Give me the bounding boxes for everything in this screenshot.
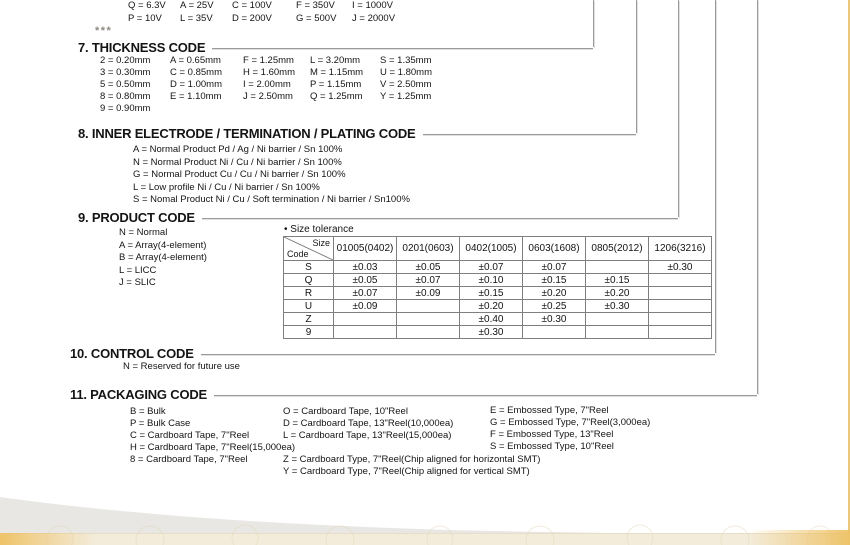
size-tolerance-caption: • Size tolerance [284, 224, 354, 235]
code-entry: C = Cardboard Tape, 7"Reel [130, 430, 250, 441]
product-code-list [119, 227, 207, 290]
code-entry: F = 1.25mm [243, 55, 294, 66]
voltage-code: L = 35V [180, 13, 213, 24]
table-cell [397, 326, 460, 339]
leader-line-control [715, 0, 716, 353]
control-code-list [123, 361, 240, 373]
table-cell [649, 300, 712, 313]
code-row [100, 103, 432, 115]
code-entry: A = 0.65mm [170, 55, 221, 66]
table-cell [586, 261, 649, 274]
code-entry: N = Normal [119, 227, 168, 238]
code-entry: 3 = 0.30mm [100, 67, 151, 78]
section-header-control [70, 346, 715, 361]
code-entry: L = Cardboard Tape, 13"Reel(15,000ea) [283, 430, 452, 441]
code-entry: 2 = 0.20mm [100, 55, 151, 66]
row-code: U [284, 300, 334, 313]
code-entry: 9 = 0.90mm [100, 103, 151, 114]
code-entry: S = 1.35mm [380, 55, 432, 66]
table-cell: ±0.40 [460, 313, 523, 326]
table-cell: ±0.15 [586, 274, 649, 287]
leader-line-thickness [593, 0, 594, 47]
code-entry: J = 2.50mm [243, 91, 293, 102]
code-entry: C = 0.85mm [170, 67, 223, 78]
thickness-code-grid [100, 55, 432, 115]
code-entry: 8 = 0.80mm [100, 91, 151, 102]
bottom-decoration [0, 493, 850, 545]
leader-line-packaging [757, 0, 758, 394]
code-entry: G = Embossed Type, 7"Reel(3,000ea) [490, 417, 651, 428]
voltage-code: A = 25V [180, 0, 214, 11]
packaging-notes [283, 454, 540, 478]
table-row [284, 300, 712, 313]
table-cell: ±0.15 [460, 287, 523, 300]
table-cell [649, 326, 712, 339]
corner-label-code: Code [287, 249, 309, 259]
code-entry: Y = Cardboard Type, 7"Reel(Chip aligned for vertical SMT) [283, 466, 530, 477]
section-header-plating [78, 126, 636, 141]
table-cell [334, 313, 397, 326]
table-row [284, 313, 712, 326]
table-cell: ±0.03 [334, 261, 397, 274]
table-cell: ±0.05 [397, 261, 460, 274]
section-header-product [78, 210, 678, 225]
code-entry: V = 2.50mm [380, 79, 432, 90]
code-entry: L = 3.20mm [310, 55, 361, 66]
code-entry: G = Normal Product Cu / Cu / Ni barrier / Sn 100% [133, 169, 346, 180]
column-header: 0603(1608) [523, 237, 586, 261]
section-rule [423, 134, 636, 135]
code-row [100, 79, 432, 91]
section-rule [214, 395, 757, 396]
size-tolerance-table [283, 236, 712, 339]
leader-line-plating [636, 0, 637, 133]
voltage-code: F = 350V [296, 0, 335, 11]
table-header-row [284, 237, 712, 261]
table-cell: ±0.30 [649, 261, 712, 274]
section-title: 9. PRODUCT CODE [78, 210, 195, 225]
code-entry: Y = 1.25mm [380, 91, 432, 102]
code-entry: U = 1.80mm [380, 67, 433, 78]
code-entry: 8 = Cardboard Tape, 7"Reel [130, 454, 248, 465]
code-entry: B = Bulk [130, 406, 166, 417]
table-cell: ±0.09 [397, 287, 460, 300]
packaging-col3 [490, 405, 650, 453]
row-code: 9 [284, 326, 334, 339]
column-header: 0805(2012) [586, 237, 649, 261]
code-entry: A = Array(4-element) [119, 239, 207, 251]
code-entry: P = 1.15mm [310, 79, 362, 90]
table-row [284, 287, 712, 300]
packaging-col1 [130, 406, 295, 466]
table-corner-cell [284, 237, 334, 261]
table-cell: ±0.20 [460, 300, 523, 313]
voltage-code: Q = 6.3V [128, 0, 166, 11]
table-cell: ±0.20 [523, 287, 586, 300]
voltage-code-row [128, 0, 393, 12]
table-cell: ±0.10 [460, 274, 523, 287]
table-cell [586, 313, 649, 326]
code-entry: N = Normal Product Ni / Cu / Ni barrier / Sn 100% [133, 156, 342, 168]
section-rule [201, 354, 715, 355]
column-header: 1206(3216) [649, 237, 712, 261]
section-header-packaging [70, 387, 757, 402]
code-entry: Z = Cardboard Type, 7"Reel(Chip aligned for horizontal SMT) [283, 454, 541, 465]
table-cell: ±0.07 [397, 274, 460, 287]
table-cell [649, 274, 712, 287]
table-cell [523, 326, 586, 339]
table-cell: ±0.05 [334, 274, 397, 287]
code-entry: E = 1.10mm [170, 91, 222, 102]
code-entry: D = Cardboard Tape, 13"Reel(10,000ea) [283, 418, 454, 429]
voltage-code: I = 1000V [352, 0, 393, 11]
plating-code-list [133, 144, 410, 207]
section-title: 11. PACKAGING CODE [70, 387, 208, 402]
code-entry: Q = 1.25mm [310, 91, 363, 102]
code-entry: J = SLIC [119, 277, 156, 289]
code-row [100, 91, 432, 103]
table-cell [334, 326, 397, 339]
table-cell: ±0.30 [586, 300, 649, 313]
footnote-marker: *** [95, 25, 113, 37]
gold-corner-left [0, 533, 95, 545]
row-code: Q [284, 274, 334, 287]
table-cell: ±0.09 [334, 300, 397, 313]
voltage-code: P = 10V [128, 13, 162, 24]
voltage-code: G = 500V [296, 13, 337, 24]
code-entry: S = Nomal Product Ni / Cu / Soft termination / Ni barrier / Sn100% [133, 194, 410, 205]
section-title: 10. CONTROL CODE [70, 346, 194, 361]
table-cell: ±0.25 [523, 300, 586, 313]
code-row [100, 67, 432, 79]
corner-label-size: Size [312, 238, 330, 248]
code-entry: E = Embossed Type, 7"Reel [490, 405, 609, 416]
section-title: 8. INNER ELECTRODE / TERMINATION / PLATING CODE [78, 126, 416, 141]
table-cell: ±0.20 [586, 287, 649, 300]
code-entry: N = Reserved for future use [123, 361, 240, 372]
leader-line-product [678, 0, 679, 217]
code-entry: S = Embossed Type, 10"Reel [490, 441, 614, 452]
table-cell [649, 313, 712, 326]
code-entry: 5 = 0.50mm [100, 79, 151, 90]
code-row [100, 55, 432, 67]
column-header: 0201(0603) [397, 237, 460, 261]
code-entry: B = Array(4-element) [119, 252, 207, 264]
voltage-code: J = 2000V [352, 13, 396, 24]
row-code: S [284, 261, 334, 274]
voltage-code-row [128, 13, 395, 25]
code-entry: F = Embossed Type, 13"Reel [490, 429, 614, 440]
table-cell: ±0.15 [523, 274, 586, 287]
table-cell [397, 300, 460, 313]
code-entry: H = Cardboard Tape, 7"Reel(15,000ea) [130, 442, 296, 453]
table-cell: ±0.07 [523, 261, 586, 274]
column-header: 0402(1005) [460, 237, 523, 261]
code-entry: A = Normal Product Pd / Ag / Ni barrier / Sn 100% [133, 144, 343, 155]
code-entry: L = LICC [119, 264, 157, 276]
section-title: 7. THICKNESS CODE [78, 40, 206, 55]
table-cell: ±0.30 [460, 326, 523, 339]
row-code: R [284, 287, 334, 300]
voltage-code: D = 200V [232, 13, 272, 24]
section-header-thickness [78, 40, 593, 55]
table-row [284, 326, 712, 339]
code-entry: I = 2.00mm [243, 79, 291, 90]
table-cell: ±0.30 [523, 313, 586, 326]
code-entry: H = 1.60mm [243, 67, 296, 78]
code-entry: D = 1.00mm [170, 79, 223, 90]
code-entry: L = Low profile Ni / Cu / Ni barrier / Sn 100% [133, 181, 320, 193]
table-row [284, 274, 712, 287]
table-cell: ±0.07 [334, 287, 397, 300]
code-entry: M = 1.15mm [310, 67, 364, 78]
packaging-col2 [283, 406, 453, 442]
table-cell [649, 287, 712, 300]
code-entry: O = Cardboard Tape, 10"Reel [283, 406, 408, 417]
table-row [284, 261, 712, 274]
gold-corner-right [748, 530, 850, 545]
column-header: 01005(0402) [334, 237, 397, 261]
voltage-code: C = 100V [232, 0, 272, 11]
code-entry: P = Bulk Case [130, 418, 191, 429]
section-rule [202, 218, 678, 219]
table-cell [586, 326, 649, 339]
table-cell [397, 313, 460, 326]
section-rule [212, 48, 593, 49]
row-code: Z [284, 313, 334, 326]
table-cell: ±0.07 [460, 261, 523, 274]
